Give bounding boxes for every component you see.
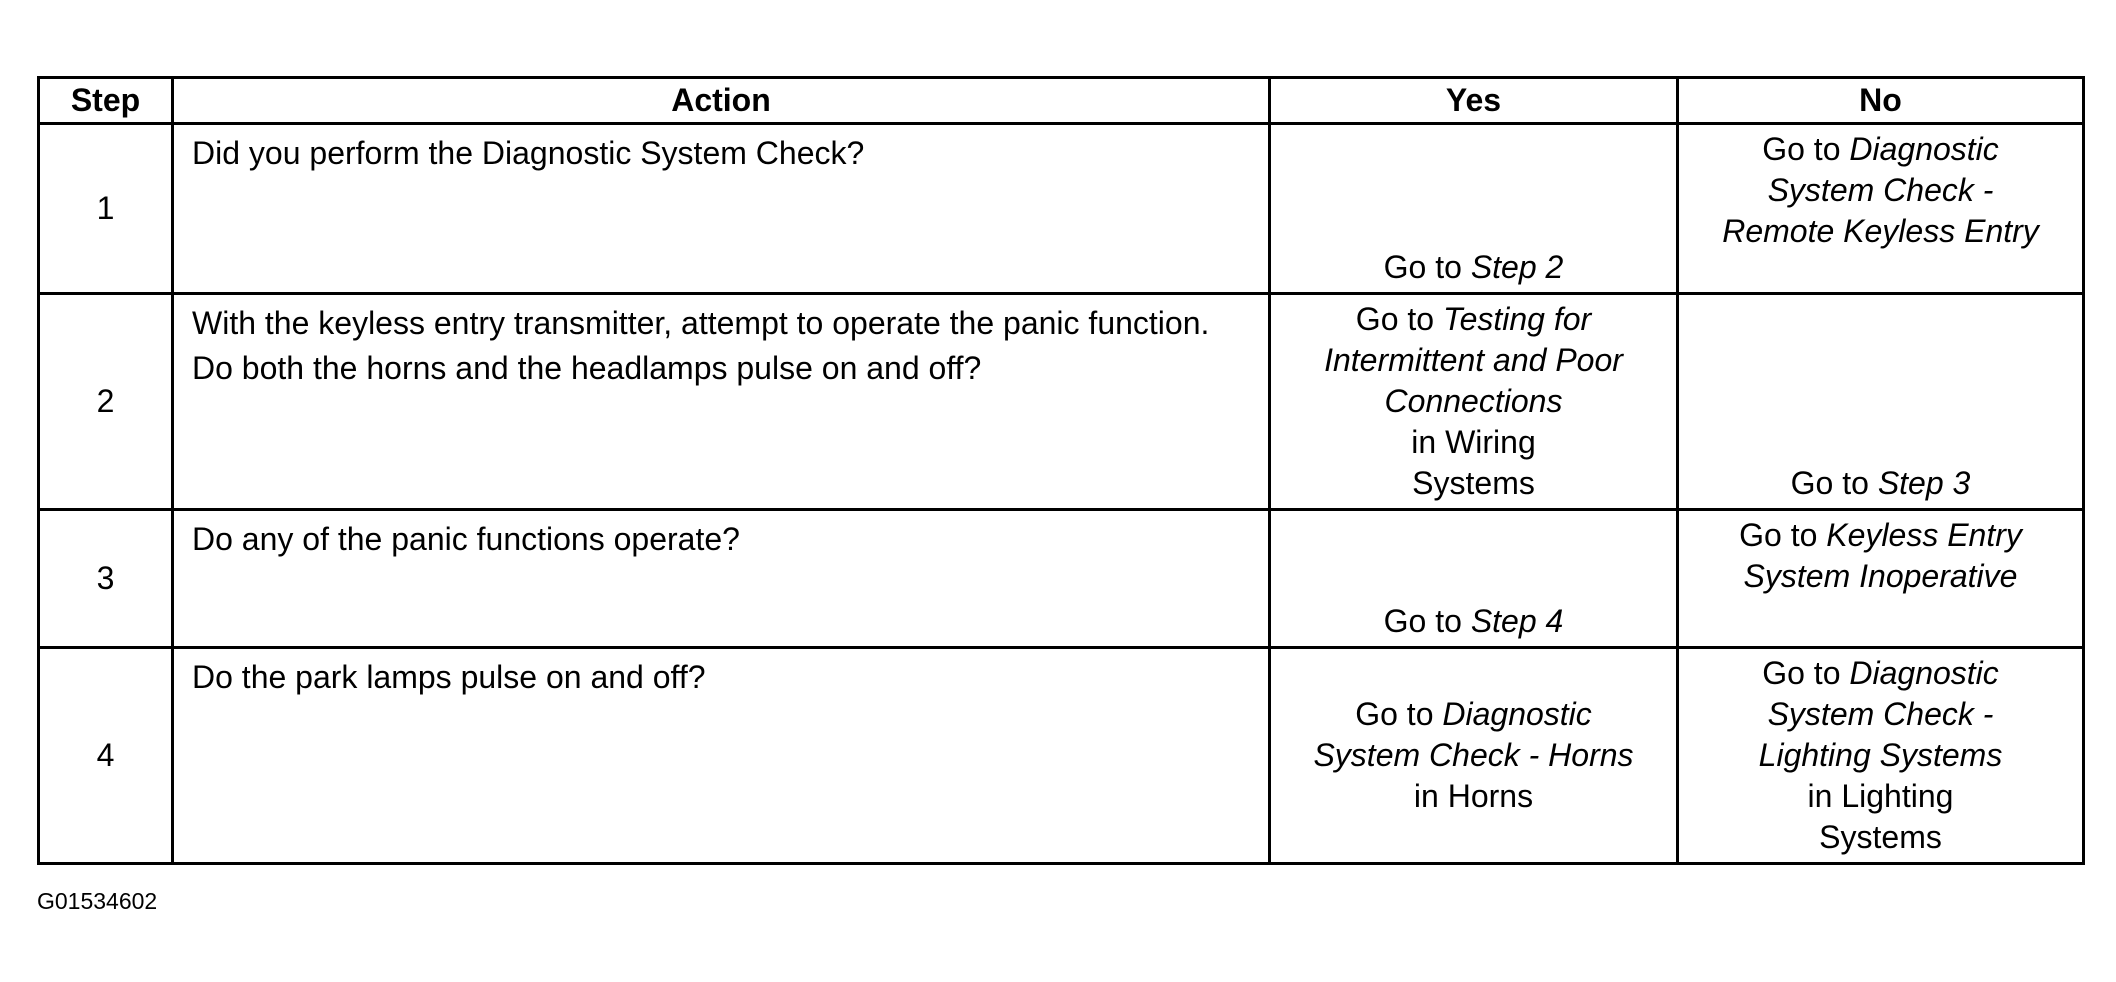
step-number: 3 — [39, 510, 173, 648]
no-suffix-line4: in Lighting — [1807, 778, 1954, 814]
no-link-line2[interactable]: System Check - — [1767, 172, 1994, 208]
yes-prefix: Go to — [1355, 301, 1435, 337]
no-link-line2[interactable]: System Check - — [1767, 696, 1994, 732]
yes-suffix-line5: Systems — [1412, 465, 1535, 501]
no-suffix-line5: Systems — [1819, 819, 1942, 855]
yes-prefix: Go to — [1355, 696, 1434, 732]
no-link-line1[interactable]: Diagnostic — [1849, 655, 1999, 691]
step-number: 2 — [39, 294, 173, 510]
no-link-line2[interactable]: System Inoperative — [1743, 558, 2018, 594]
step-number: 4 — [39, 648, 173, 864]
action-question: Do both the horns and the headlamps pulse on and off? — [192, 350, 982, 386]
yes-cell — [1270, 124, 1678, 294]
no-prefix: Go to — [1762, 655, 1841, 691]
action-text: Do any of the panic functions operate? — [192, 521, 740, 557]
yes-link-line2[interactable]: System Check - Horns — [1313, 737, 1634, 773]
table-row — [39, 648, 2084, 864]
yes-link-line1[interactable]: Testing for — [1442, 301, 1592, 337]
action-cell — [173, 648, 1270, 864]
yes-link-line2[interactable]: Intermittent and Poor — [1324, 342, 1623, 378]
yes-prefix: Go to — [1383, 603, 1462, 639]
no-cell — [1678, 294, 2084, 510]
no-link-line1[interactable]: Diagnostic — [1849, 131, 1999, 167]
yes-suffix-line4: in Wiring — [1411, 424, 1536, 460]
action-cell — [173, 124, 1270, 294]
yes-cell — [1270, 510, 1678, 648]
yes-cell — [1270, 294, 1678, 510]
no-cell — [1678, 648, 2084, 864]
no-cell — [1678, 510, 2084, 648]
no-link-line3[interactable]: Remote Keyless Entry — [1722, 213, 2039, 249]
header-no: No — [1678, 78, 2084, 124]
yes-link-line1[interactable]: Diagnostic — [1442, 696, 1592, 732]
step-number: 1 — [39, 124, 173, 294]
no-link-line1[interactable]: Keyless Entry — [1826, 517, 2022, 553]
yes-prefix: Go to — [1383, 249, 1462, 285]
table-row — [39, 124, 2084, 294]
no-link[interactable]: Step 3 — [1877, 465, 1971, 501]
table-row — [39, 510, 2084, 648]
action-text: With the keyless entry transmitter, attempt to operate the panic function. — [192, 305, 1210, 341]
table-row — [39, 294, 2084, 510]
figure-id: G01534602 — [37, 888, 158, 914]
table-header-row — [39, 78, 2084, 124]
yes-cell — [1270, 648, 1678, 864]
no-prefix: Go to — [1739, 517, 1818, 553]
header-yes: Yes — [1270, 78, 1678, 124]
header-action: Action — [173, 78, 1270, 124]
no-prefix: Go to — [1790, 465, 1869, 501]
header-step: Step — [39, 78, 173, 124]
no-prefix: Go to — [1762, 131, 1841, 167]
no-cell — [1678, 124, 2084, 294]
action-cell — [173, 294, 1270, 510]
yes-link[interactable]: Step 4 — [1470, 603, 1564, 639]
no-link-line3[interactable]: Lighting Systems — [1758, 737, 2003, 773]
action-text: Did you perform the Diagnostic System Check? — [192, 135, 865, 171]
diagnostic-table — [37, 76, 2085, 865]
action-text: Do the park lamps pulse on and off? — [192, 659, 706, 695]
yes-suffix-line3: in Horns — [1413, 778, 1534, 814]
action-cell — [173, 510, 1270, 648]
yes-link-line3[interactable]: Connections — [1384, 383, 1563, 419]
yes-link[interactable]: Step 2 — [1470, 249, 1564, 285]
